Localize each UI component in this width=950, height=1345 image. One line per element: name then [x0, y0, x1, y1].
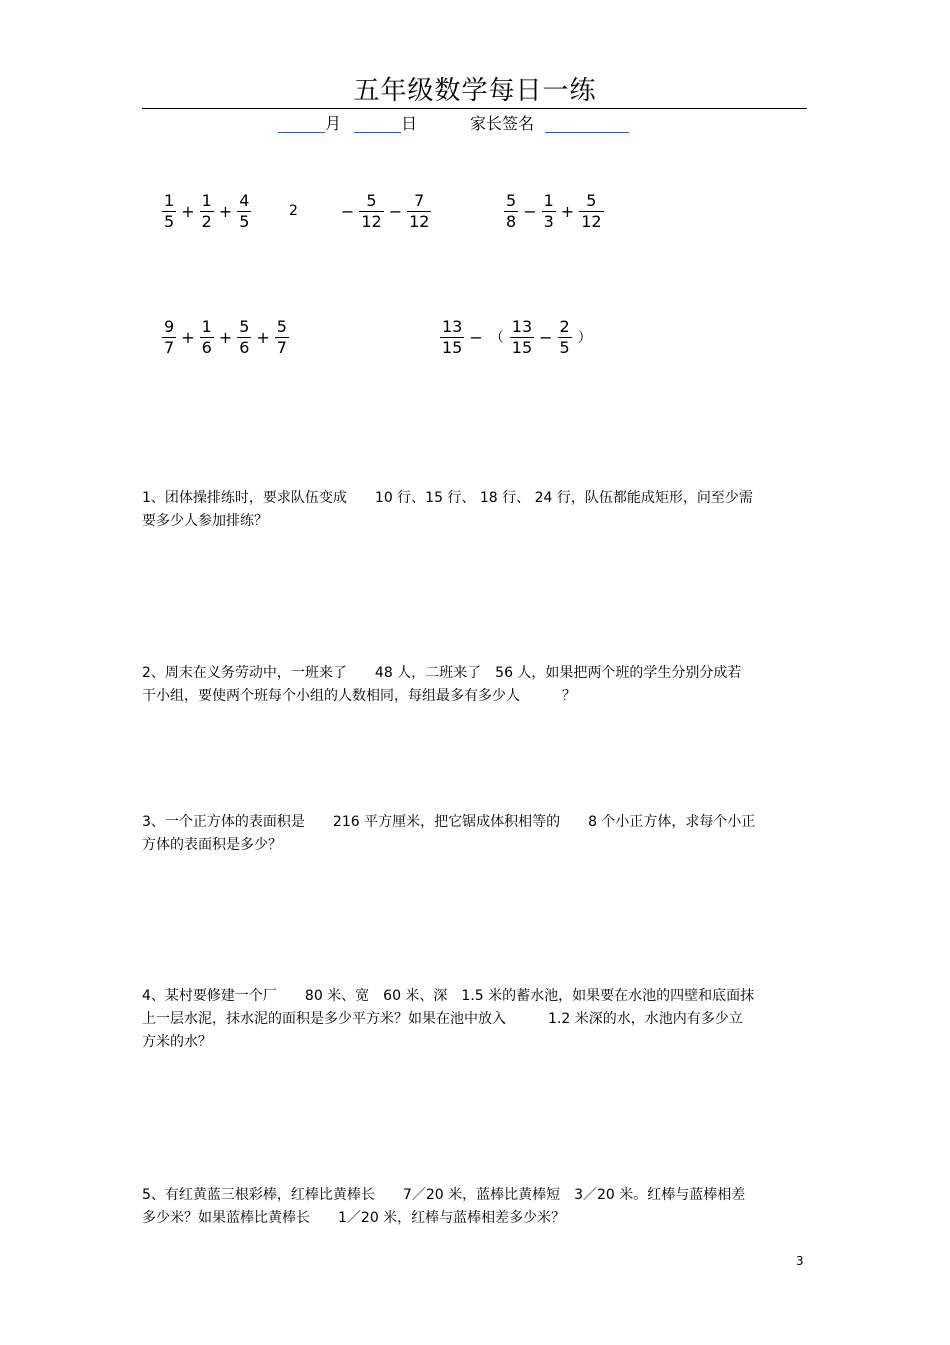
- word-problem-3: [142, 811, 802, 857]
- operator: +: [218, 201, 233, 221]
- title-divider: [142, 108, 807, 109]
- numerator: 4: [239, 190, 250, 210]
- fraction: [440, 317, 464, 358]
- fraction: [504, 191, 518, 232]
- exercise-5: [438, 307, 596, 367]
- problem-text-line: 4、某村要修建一个厂 80 米、宽 60 米、深 1.5 米的蓄水池，如果要在水池的四壁和底面抹: [142, 988, 755, 1004]
- denominator: 6: [201, 337, 212, 357]
- denominator: 12: [409, 211, 430, 231]
- fraction: [510, 317, 534, 358]
- numerator: 5: [586, 190, 597, 210]
- parent-sign-label: 家长签名: [470, 114, 535, 133]
- exercise-3: [502, 181, 606, 241]
- exercise-2: [289, 181, 433, 241]
- denominator: 5: [559, 337, 570, 357]
- numerator: 13: [511, 316, 533, 336]
- fraction: [237, 317, 251, 358]
- denominator: 7: [164, 337, 175, 357]
- denominator: 5: [164, 211, 175, 231]
- denominator: 12: [361, 211, 382, 231]
- fraction: [579, 191, 603, 232]
- operator: +: [256, 327, 270, 347]
- problem-text-line: 3、一个正方体的表面积是 216 平方厘米，把它锯成体积相等的 8 个小正方体，求每个小正: [142, 814, 756, 830]
- fraction: [162, 191, 176, 232]
- fraction: [275, 317, 289, 358]
- operator: −: [539, 327, 553, 347]
- numerator: 1: [164, 190, 175, 210]
- numerator: 13: [442, 316, 463, 336]
- word-problem-4: [142, 985, 802, 1054]
- operator: −: [388, 201, 403, 221]
- parent-sign-blank[interactable]: [545, 113, 629, 133]
- operator: +: [181, 327, 195, 347]
- numerator: 1: [201, 190, 212, 210]
- page-title: 五年级数学每日一练: [353, 76, 597, 106]
- problem-text-line: 5、有红黄蓝三根彩棒，红棒比黄棒长 7／20 米，蓝棒比黄棒短 3／20 米。红棒与蓝棒相差: [142, 1187, 746, 1203]
- numerator: 5: [239, 316, 250, 336]
- fraction: [359, 191, 383, 232]
- operator: −: [523, 201, 537, 221]
- day-label: 日: [401, 114, 418, 133]
- denominator: 6: [239, 337, 250, 357]
- numerator: 7: [414, 190, 425, 210]
- problem-text-line: 1、团体操排练时，要求队伍变成 10 行、15 行、 18 行、 24 行，队伍都能成矩形，问至少需: [142, 490, 753, 506]
- denominator: 3: [543, 211, 554, 231]
- date-line: [278, 113, 417, 137]
- denominator: 2: [201, 211, 212, 231]
- problem-text-line: 上一层水泥，抹水泥的面积是多少平方米？如果在池中放入 1.2 米深的水，水池内有多少立: [142, 1011, 743, 1027]
- denominator: 12: [581, 211, 602, 231]
- operator: −: [340, 201, 355, 221]
- month-label: 月: [325, 114, 342, 133]
- denominator: 15: [442, 337, 463, 357]
- operator: +: [218, 327, 233, 347]
- denominator: 5: [239, 211, 250, 231]
- problem-text-line: 方体的表面积是多少？: [142, 837, 282, 853]
- page-number: 3: [796, 1254, 804, 1268]
- denominator: 7: [276, 337, 287, 357]
- exercise-1: [160, 181, 253, 241]
- numerator: 1: [543, 190, 554, 210]
- numerator: 2: [559, 316, 570, 336]
- operator: +: [181, 201, 195, 221]
- fraction: [200, 191, 214, 232]
- month-blank[interactable]: [278, 113, 325, 133]
- fraction: [200, 317, 214, 358]
- problem-text-line: 干小组，要使两个班每个小组的人数相同，每组最多有多少人 ？: [142, 688, 576, 704]
- problem-text-line: 多少米？如果蓝棒比黄棒长 1／20 米，红棒与蓝棒相差多少米？: [142, 1210, 566, 1226]
- fraction: [542, 191, 556, 232]
- parent-sign-line: [470, 113, 629, 137]
- fraction: [407, 191, 431, 232]
- operator: +: [560, 201, 575, 221]
- whole-number: 2: [289, 203, 298, 219]
- fraction: [237, 191, 251, 232]
- day-blank[interactable]: [354, 113, 401, 133]
- problem-text-line: 方米的水？: [142, 1034, 212, 1050]
- denominator: 8: [506, 211, 517, 231]
- fraction: [162, 317, 176, 358]
- exercise-4: [160, 307, 291, 367]
- left-paren: （: [489, 330, 504, 346]
- problem-text-line: 2、周末在义务劳动中，一班来了 48 人，二班来了 56 人，如果把两个班的学生分别分成若: [142, 665, 742, 681]
- numerator: 9: [164, 316, 175, 336]
- numerator: 1: [201, 316, 212, 336]
- numerator: 5: [276, 316, 287, 336]
- word-problem-1: [142, 487, 802, 533]
- right-paren: ）: [577, 330, 592, 346]
- denominator: 15: [511, 337, 533, 357]
- operator: −: [469, 327, 483, 347]
- problem-text-line: 要多少人参加排练？: [142, 513, 268, 529]
- word-problem-5: [142, 1184, 802, 1230]
- word-problem-2: [142, 662, 802, 708]
- numerator: 5: [366, 190, 377, 210]
- numerator: 5: [506, 190, 517, 210]
- fraction: [558, 317, 572, 358]
